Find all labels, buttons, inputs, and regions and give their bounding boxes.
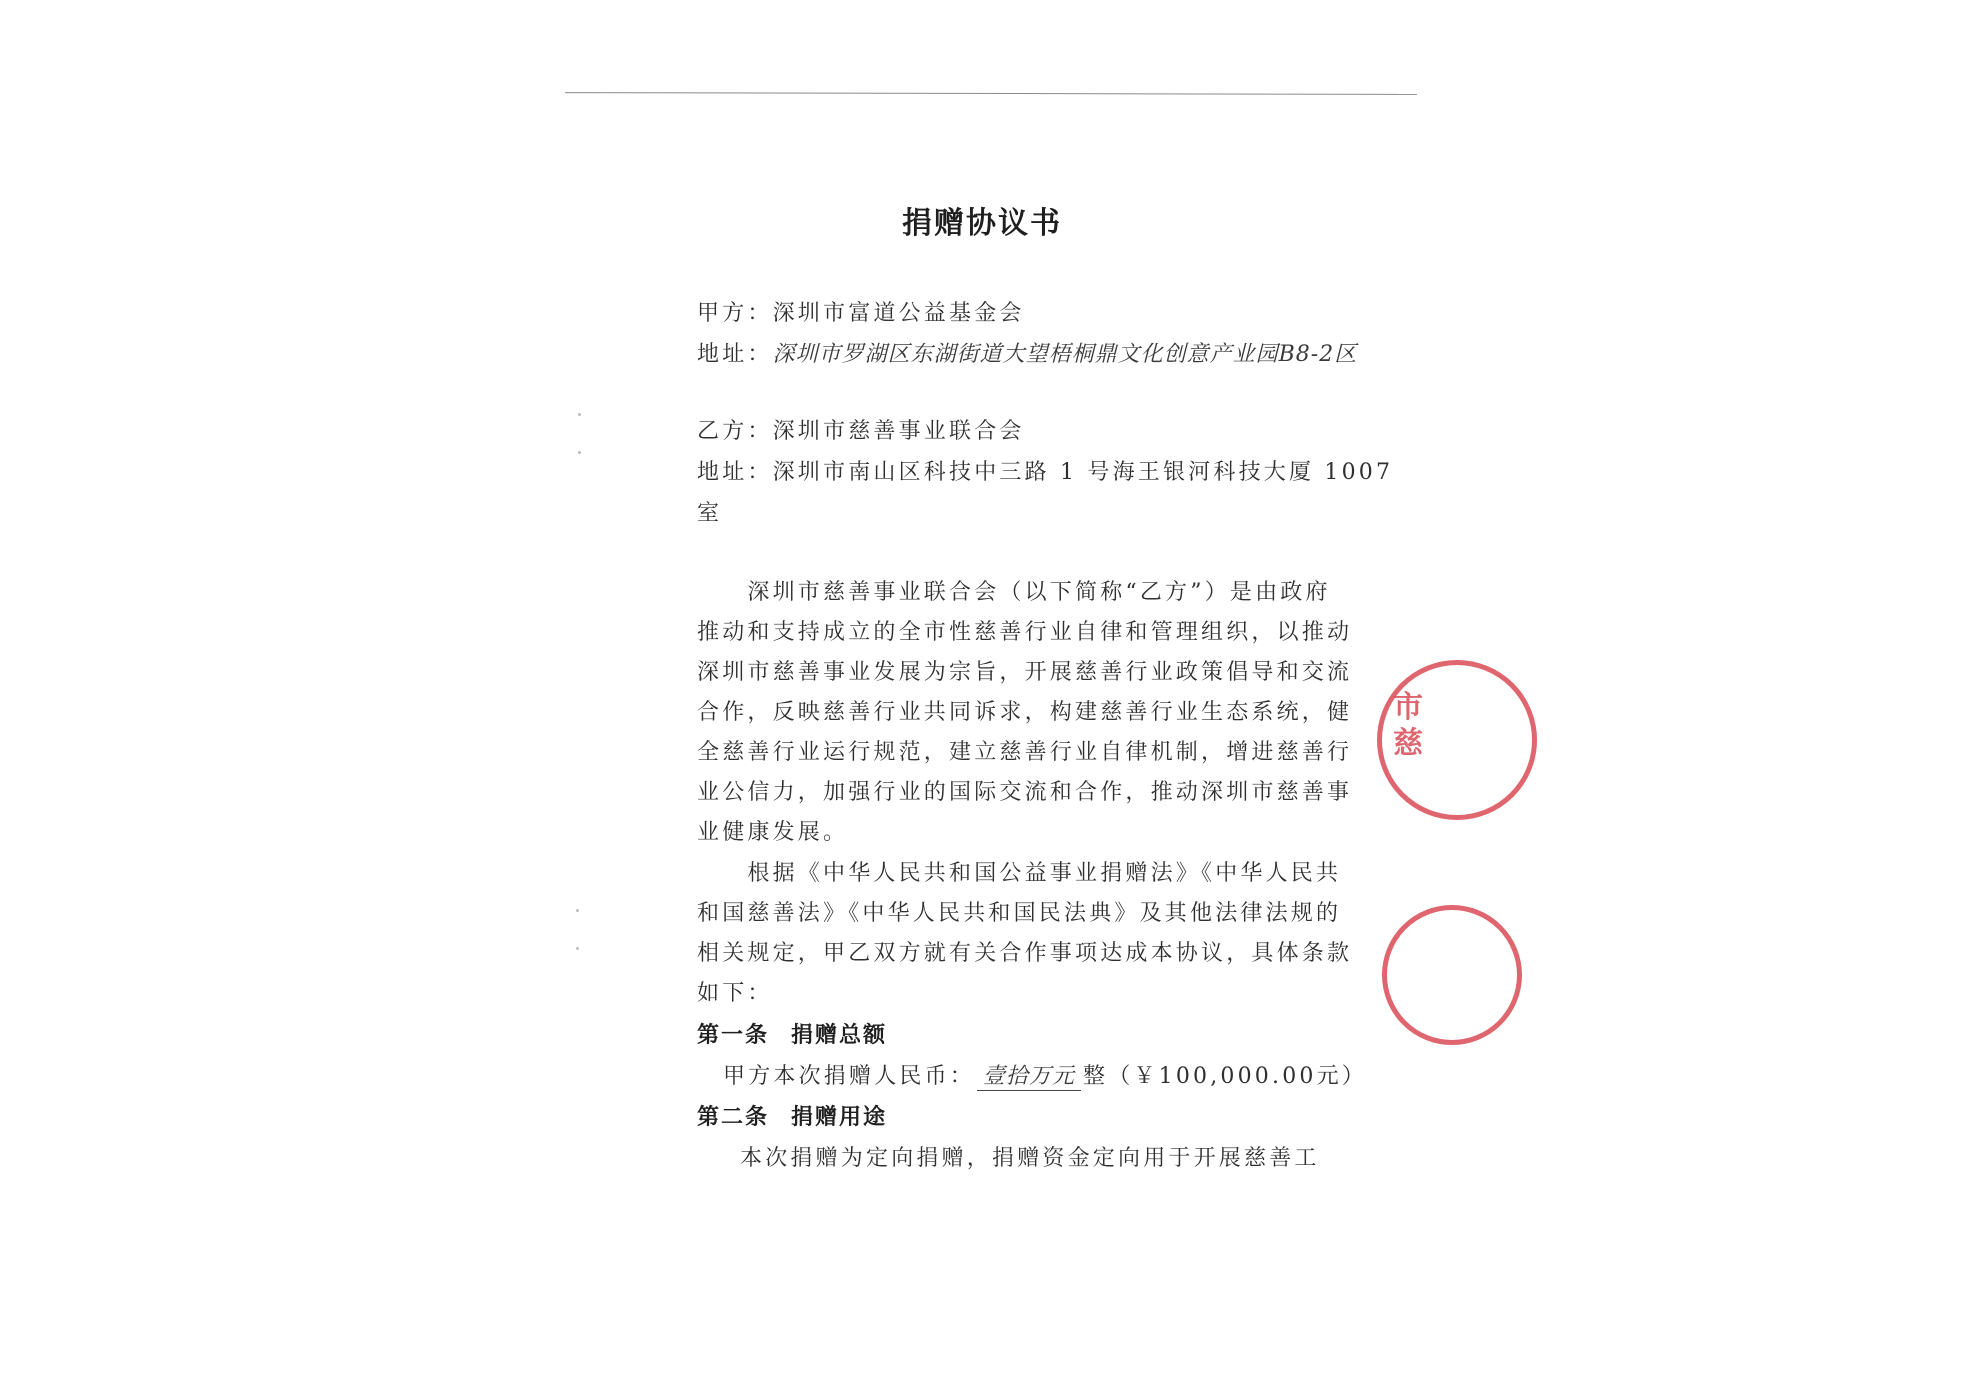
top-rule-line bbox=[565, 92, 1417, 95]
document-title: 捐赠协议书 bbox=[902, 206, 1062, 241]
intro-paragraph-line: 业健康发展。 bbox=[697, 820, 849, 845]
donation-amount-words: 壹拾万元 bbox=[977, 1059, 1081, 1091]
party-b-address-line-2: 室 bbox=[697, 501, 723, 526]
scan-speck bbox=[576, 947, 579, 950]
article-2-heading bbox=[697, 1100, 887, 1131]
party-a-address bbox=[697, 337, 1357, 368]
article-2-text: 本次捐赠为定向捐赠，捐赠资金定向用于开展慈善工 bbox=[740, 1146, 1320, 1171]
article-1-text-prefix: 甲方本次捐赠人民币： bbox=[723, 1064, 976, 1089]
party-a-line: 甲方：深圳市富道公益基金会 bbox=[697, 301, 1025, 326]
intro-paragraph-line: 合作，反映慈善行业共同诉求，构建慈善行业生态系统，健 bbox=[697, 700, 1353, 725]
article-1-heading bbox=[697, 1018, 887, 1049]
intro-paragraph-line: 推动和支持成立的全市性慈善行业自律和管理组织，以推动 bbox=[697, 620, 1353, 645]
official-seal-stamp bbox=[1382, 905, 1522, 1045]
basis-paragraph-line: 如下： bbox=[697, 981, 773, 1006]
scan-speck bbox=[578, 451, 581, 454]
article-1-title: 捐赠总额 bbox=[791, 1023, 888, 1048]
article-2-number: 第二条 bbox=[697, 1105, 770, 1130]
party-b-address-line-1: 地址：深圳市南山区科技中三路 1 号海王银河科技大厦 1007 bbox=[697, 460, 1394, 485]
article-1-text-suffix: 整（￥100,000.00元） bbox=[1083, 1064, 1367, 1089]
party-b-line: 乙方：深圳市慈善事业联合会 bbox=[697, 419, 1025, 444]
basis-paragraph-line: 和国慈善法》《中华人民共和国民法典》及其他法律法规的 bbox=[697, 901, 1342, 926]
intro-paragraph-line: 全慈善行业运行规范，建立慈善行业自律机制，增进慈善行 bbox=[697, 740, 1353, 765]
party-a-address-label: 地址： bbox=[697, 342, 773, 367]
article-2-title: 捐赠用途 bbox=[791, 1105, 888, 1130]
intro-paragraph-line: 深圳市慈善事业发展为宗旨，开展慈善行业政策倡导和交流 bbox=[697, 660, 1353, 685]
intro-paragraph-line: 深圳市慈善事业联合会（以下简称“乙方”）是由政府 bbox=[697, 580, 1331, 605]
seal-text: 市慈 bbox=[1393, 690, 1423, 761]
article-1-text bbox=[723, 1059, 1367, 1091]
scan-speck bbox=[578, 413, 581, 416]
intro-paragraph-line: 业公信力，加强行业的国际交流和合作，推动深圳市慈善事 bbox=[697, 780, 1353, 805]
article-1-number: 第一条 bbox=[697, 1023, 770, 1048]
seal-strip bbox=[1300, 0, 1423, 1389]
basis-paragraph-line: 相关规定，甲乙双方就有关合作事项达成本协议，具体条款 bbox=[697, 941, 1353, 966]
party-a-address-handwritten: 深圳市罗湖区东湖街道大望梧桐鼎文化创意产业园B8-2区 bbox=[772, 342, 1358, 367]
scan-speck bbox=[576, 909, 579, 912]
basis-paragraph-line: 根据《中华人民共和国公益事业捐赠法》《中华人民共 bbox=[697, 861, 1342, 886]
